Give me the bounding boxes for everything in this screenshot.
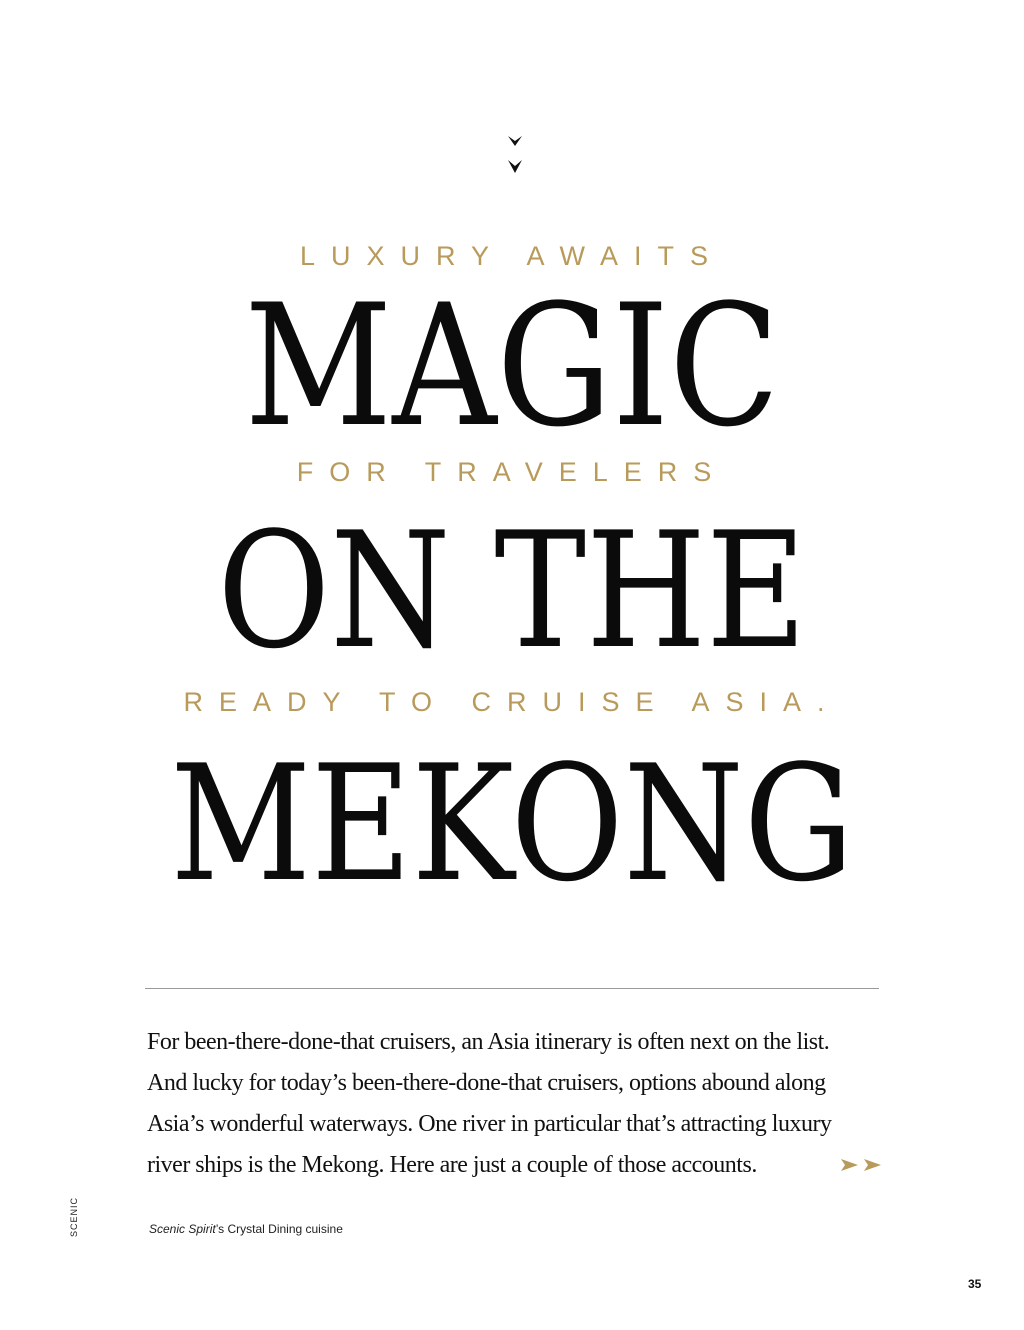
divider-rule [145, 988, 879, 989]
double-chevron-down-icon [505, 133, 525, 181]
intro-paragraph [147, 1022, 887, 1186]
kicker-ready-to-cruise-asia: READY TO CRUISE ASIA. [183, 687, 841, 717]
headline-on-the: ON THE [217, 497, 807, 684]
headline-mekong: MEKONG [170, 730, 854, 917]
side-photo-credit: SCENIC [69, 1196, 80, 1238]
intro-line-3: Asia’s wonderful waterways. One river in particular that’s attracting luxury [147, 1111, 832, 1137]
intro-line-4: river ships is the Mekong. Here are just a couple of those accounts. [147, 1152, 757, 1178]
intro-line-2: And lucky for today’s been-there-done-that cruisers, options abound along [147, 1070, 826, 1096]
intro-line-1: For been-there-done-that cruisers, an Asia itinerary is often next on the list. [147, 1029, 830, 1055]
caption-text: ’s Crystal Dining cuisine [215, 1222, 343, 1236]
caption-ship-name: Scenic Spirit [149, 1222, 216, 1236]
photo-caption [149, 1222, 343, 1236]
page-number: 35 [968, 1277, 982, 1291]
kicker-luxury-awaits: LUXURY AWAITS [299, 241, 725, 271]
double-arrow-right-icon [840, 1158, 884, 1172]
headline-magic: MAGIC [244, 268, 780, 464]
kicker-for-travelers: FOR TRAVELERS [296, 457, 728, 487]
